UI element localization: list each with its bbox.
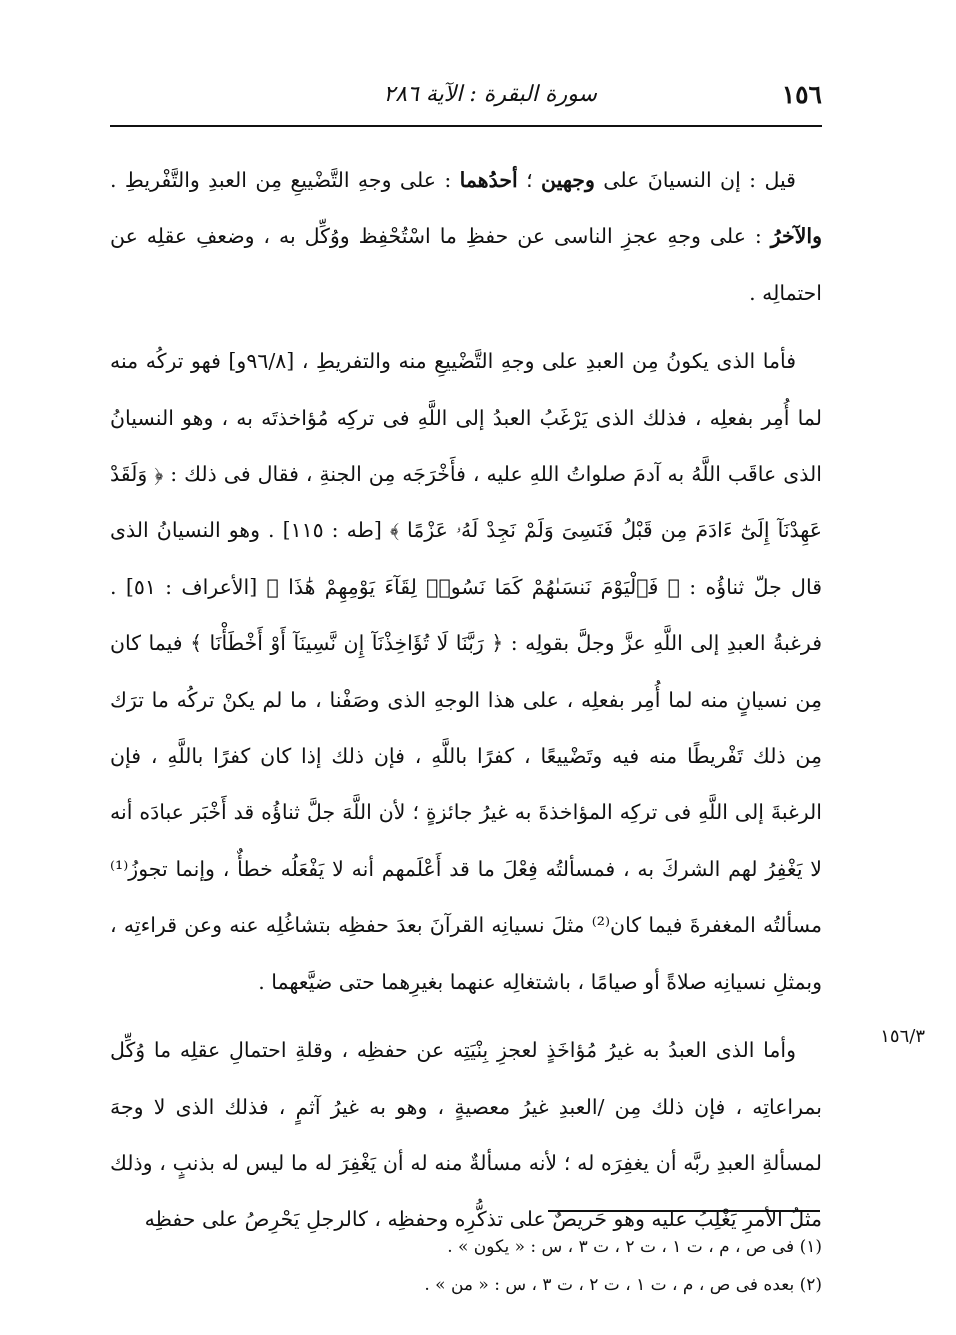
text-run: قيل : إن النسيانَ على [594, 168, 796, 192]
footnote-2: (٢) بعده فى ص ، م ، ت ١ ، ت ٢ ، ت ٣ ، س : « من » . [424, 1275, 822, 1295]
footnote-rule [548, 1210, 820, 1212]
text-run: وأما الذى العبدُ به غيرُ مُؤاخَذٍ لعجزِ بِنْيَتِه عن حفظِه ، وقلةِ احتمالِ عقلِه ما وُكِّل بمراعاتِه ، فإن ذلك مِن /العبدِ غيرُ معصيةٍ ، وهو به غيرُ آثمٍ ، فذلك الذى لا وجهَ لمسألةِ العبدِ ربَّه أن يغفِرَه له ؛ لأنه مسألةٌ منه له أن يَغْفِرَ له ما ليس له بذنبٍ ، وذلك مثلُ الأمرِ يَغْلِبُ عليه وهو حَريصٌ على تذكُّرِه وحفظِه ، كالرجلِ يَحْرِصُ على حفظِه [110, 1038, 822, 1232]
paragraph-1 [110, 152, 822, 321]
margin-note: ١٥٦/٣ [880, 1026, 925, 1047]
running-title: سورة البقرة : الآية ٢٨٦ [383, 82, 597, 107]
bold-term: وجهين [541, 168, 595, 192]
footnotes [340, 1228, 822, 1304]
footnote-1: (١) فى ص ، م ، ت ١ ، ت ٢ ، ت ٣ ، س : « يكون » . [447, 1237, 822, 1257]
paragraph-2 [110, 333, 822, 1010]
bold-term: أحدُهما [459, 168, 518, 192]
text-run: : على وجهِ عجزِ الناسى عن حفظِ ما اسْتُحْفِظ ووُكِّل به ، وضعفِ عقلِه عن احتمالِه . [110, 224, 822, 305]
page-header [110, 70, 822, 122]
header-rule [110, 125, 822, 127]
text-run: ؛ [517, 168, 542, 192]
text-run: فأما الذى يكونُ مِن العبدِ على وجهِ التَّضْييعِ منه والتفريطِ ، [٩٦/٨و] فهو تركُه منه لما أُمِر بفعلِه ، فذلك الذى يَرْغَبُ العبدُ إلى اللَّهِ فى تركِه مُؤاخذتَه به ، وهو النسيانُ الذى عاقَب اللَّهُ به آدمَ صلواتُ اللهِ عليه ، فأَخْرَجَه مِن الجنةِ ، فقال فى ذلك : ﴿ وَلَقَدْ عَهِدْنَآ إِلَىٰٓ ءَادَمَ مِن قَبْلُ فَنَسِىَ وَلَمْ نَجِدْ لَهُۥ عَزْمًا ﴾ [طه : ١١٥] . وهو النسيانُ الذى قال جلّ ثناؤُه : ﴿ فَٱلْيَوْمَ نَنسَىٰهُمْ كَمَا نَسُوا۟ لِقَآءَ يَوْمِهِمْ هَٰذَا ﴾ [الأعراف : ٥١] . فرغبةُ العبدِ إلى اللَّهِ عزَّ وجلَّ بقولِه : ﴿ رَبَّنَا لَا تُؤَاخِذْنَآ إِن نَّسِينَآ أَوْ أَخْطَأْنَا ﴾ فيما كان مِن نسيانٍ منه لما أُمِر بفعلِه ، على هذا الوجهِ الذى وصَفْنا ، ما لم يكنْ تركُه ما ترَك مِن ذلك تَفْريطًا منه فيه وتَضْييعًا ، كفرًا باللَّهِ ، فإن ذلك إذا كان كفرًا باللَّهِ ، فإن الرغبةَ إلى اللَّهِ فى تركِه المؤاخذةَ به غيرُ جائزةٍ ؛ لأن اللَّهَ جلَّ ثناؤُه قد أَخْبَر عبادَه أنه لا يَغْفِرُ لهم الشركَ به ، فمسألتُه فِعْلَ ما قد أَعْلَمهم أنه لا يَفْعَلُه خطأٌ ، وإنما تجوزُ⁽¹⁾ مسألتُه المغفرةَ فيما كان⁽²⁾ مثلَ نسيانِه القرآنَ بعدَ حفظِه بتشاغُلِه عنه وعن قراءتِه ، وبمثلِ نسيانِه صلاةً أو صيامًا ، باشتغالِه عنهما بغيرِهما حتى ضيَّعهما . [110, 349, 823, 994]
body-text [110, 152, 822, 1248]
bold-term: والآخرُ [770, 224, 822, 249]
page-number: ١٥٦ [781, 80, 822, 109]
paragraph-3 [110, 1022, 822, 1248]
text-run: : على وجهِ التَّضْييعِ مِن العبدِ والتَّفْريطِ . [110, 168, 460, 192]
